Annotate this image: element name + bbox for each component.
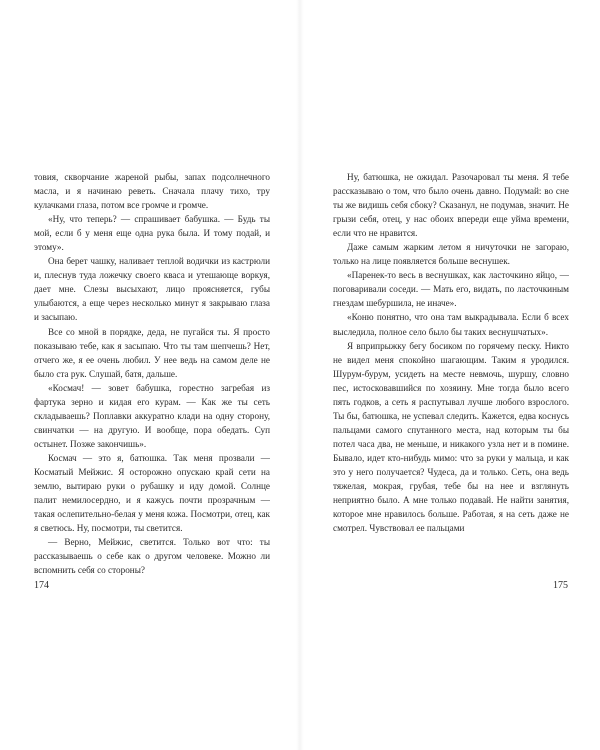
- paragraph: «Коню понятно, что она там выкрадывала. Если б всех выследила, полное село было бы таких веснушчатых».: [333, 312, 569, 337]
- right-page-text: [333, 170, 569, 535]
- paragraph: Даже самым жарким летом я ничуточки не загораю, только на лице появляется больше веснушек.: [333, 242, 569, 267]
- paragraph: Все со мной в порядке, деда, не пугайся ты. Я просто показываю тебе, как я засыпаю. Что ты там шепчешь? Нет, отчего же, я ее очень любил. У нее ведь на самом деле не было ста рук. Слушай, батя, дальше.: [34, 326, 270, 379]
- paragraph: Космач — это я, батюшка. Так меня прозвали — Косматый Мейжис. Я осторожно опускаю край сети на землю, вытираю руки о рубашку и иду домой. Солнце палит немилосердно, и я кажусь почти прозрачным — такая ослепительно-белая у меня кожа. Посмотри, отец, как я светюсь. Ну, посмотри, ты светится.: [34, 452, 270, 534]
- page-number: 175: [553, 580, 568, 591]
- paragraph: Она берет чашку, наливает теплой водички из кастрюли и, плеснув туда ложечку своего кваса и утешающе воркуя, дает мне. Слезы высыхают, лицо проясняется, губы улыбаются, а еще через несколько минут я закрываю глаза и засыпаю.: [34, 256, 270, 323]
- paragraph: «Космач! — зовет бабушка, горестно загребая из фартука зерно и кидая его курам. — Как же ты сеть складываешь? Поплавки аккуратно клади на одну сторону, свинчатки — на другую. И вообще, пора обедать. Суп остынет. Позже закончишь».: [34, 382, 270, 449]
- paragraph: «Ну, что теперь? — спрашивает бабушка. — Будь ты мой, если б у меня еще одна рука была. И тому подай, и этому».: [34, 214, 270, 253]
- page-number: 174: [34, 580, 49, 591]
- paragraph: Я вприпрыжку бегу босиком по горячему песку. Никто не видел меня спокойно шагающим. Таким я уродился. Шурум-бурум, усидеть на месте невмочь, шуршу, словно пес, истосковавшийся по хозяину. Мне тогда было всего пять годков, а сеть я распутывал лучше любого взрослого. Ты бы, батюшка, не успевал следить. Кажется, едва коснусь пальцами самого спутанного места, над которым ты бы потел часа два, не меньше, и никакого узла нет и в помине. Бывало, идет кто-нибудь мимо: что за руки у мальца, и как это у него получается? Чудеса, да и только. Сеть, она ведь тяжелая, мокрая, грубая, тебе бы на нее и взглянуть неприятно было. А мне только подавай. Не найти занятия, которое мне нравилось больше. Работая, я на сеть даже не смотрел. Чувствовал ее пальцами: [333, 340, 569, 534]
- paragraph: товия, скворчание жареной рыбы, запах подсолнечного масла, и я начинаю реветь. Сначала плачу тихо, тру кулачками глаза, потом все громче и громче.: [34, 172, 270, 211]
- left-page-text: [34, 170, 270, 577]
- paragraph: — Верно, Мейжис, светится. Только вот что: ты рассказываешь о себе как о другом человеке. Можно ли вспомнить себя со стороны?: [34, 537, 270, 576]
- paragraph: Ну, батюшка, не ожидал. Разочаровал ты меня. Я тебе рассказываю о том, что было очень давно. Подумай: во сне ты же видишь себя сбоку? Сказанул, не подумав, значит. Не грызи себя, отец, у нас обоих впереди еще уйма времени, если что не нравится.: [333, 172, 569, 239]
- paragraph: «Паренек-то весь в веснушках, как ласточкино яйцо, — поговаривали соседи. — Мать его, видать, по ласточкиным гнездам шебуршила, не иначе».: [333, 270, 569, 309]
